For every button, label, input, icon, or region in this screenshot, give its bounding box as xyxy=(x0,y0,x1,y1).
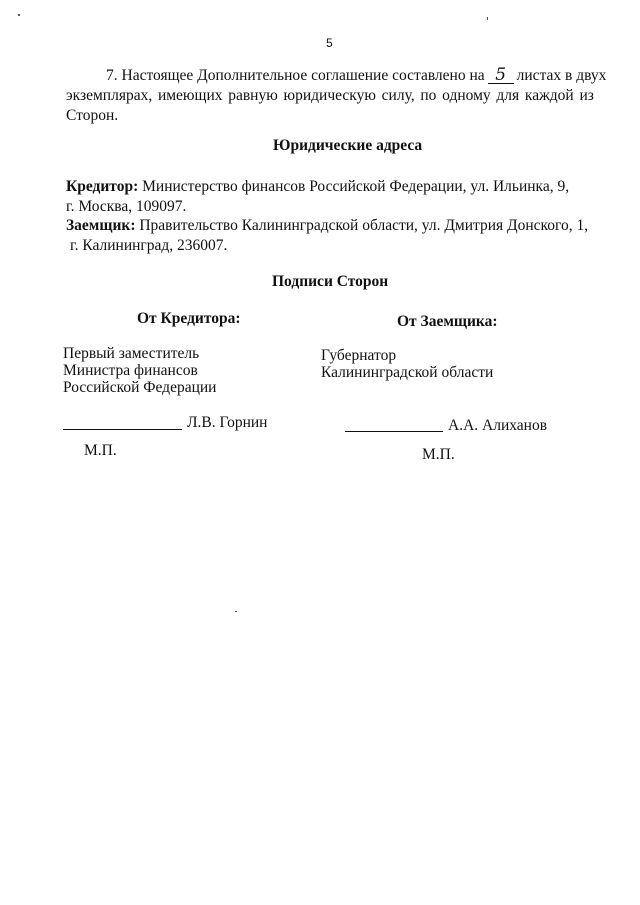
clause-word: имеющих xyxy=(157,87,223,104)
clause-word: одному xyxy=(442,87,491,104)
clause-line-3: Сторон. xyxy=(66,107,119,124)
signatures-title: Подписи Сторон xyxy=(272,273,389,290)
creditor-address-text: Министерство финансов Российской Федерации, ул. Ильинка, 9, xyxy=(142,178,570,195)
clause-word: равную xyxy=(228,87,278,104)
clause-word: силу, xyxy=(381,87,415,104)
creditor-position-line: Первый заместитель xyxy=(63,345,200,362)
borrower-stamp-place: М.П. xyxy=(422,446,455,463)
clause-word: каждой xyxy=(524,87,574,104)
borrower-label: Заемщик: xyxy=(66,217,136,234)
creditor-position-line: Министра финансов xyxy=(63,362,198,379)
creditor-position-line: Российской Федерации xyxy=(63,379,217,396)
clause-word: для xyxy=(496,87,520,104)
clause-word: юридическую xyxy=(283,87,376,104)
scan-speck xyxy=(18,14,20,16)
borrower-address xyxy=(66,216,588,256)
clause-paragraph xyxy=(66,65,607,126)
borrower-address-text: Правительство Калининградской области, ул. Дмитрия Донского, 1, xyxy=(139,217,589,234)
borrower-signatory-name: А.А. Алиханов xyxy=(448,417,548,434)
creditor-address-line-1 xyxy=(66,177,569,197)
sheets-count: 5 xyxy=(488,67,514,84)
page-number: 5 xyxy=(326,36,333,50)
borrower-position xyxy=(321,347,493,381)
borrower-position-line: Калининградской области xyxy=(321,364,494,381)
sheets-count-field xyxy=(485,66,517,86)
borrower-signature-line xyxy=(345,431,443,432)
creditor-signatory-name: Л.В. Горнин xyxy=(187,414,268,431)
borrower-address-line-2: г. Калининград, 236007. xyxy=(70,237,228,254)
borrower-position-line: Губернатор xyxy=(321,347,397,364)
clause-text-after: листах в двух xyxy=(516,67,607,84)
clause-text-before: 7. Настоящее Дополнительное соглашение составлено на xyxy=(106,67,485,84)
scan-speck xyxy=(235,611,237,612)
creditor-label: Кредитор: xyxy=(66,178,139,195)
creditor-signature-heading: От Кредитора: xyxy=(137,310,241,327)
creditor-signature-line xyxy=(63,429,182,430)
clause-word: по xyxy=(420,87,437,104)
legal-addresses-title: Юридические адреса xyxy=(273,137,423,154)
creditor-address xyxy=(66,177,569,217)
creditor-position xyxy=(63,345,216,396)
clause-line-1 xyxy=(66,65,607,86)
creditor-stamp-place: М.П. xyxy=(84,442,117,459)
borrower-address-line-1 xyxy=(66,216,588,236)
scan-speck xyxy=(487,17,488,20)
clause-line-2 xyxy=(66,86,594,106)
creditor-address-line-2: г. Москва, 109097. xyxy=(66,198,187,215)
clause-word: из xyxy=(579,87,594,104)
borrower-signature-heading: От Заемщика: xyxy=(397,313,498,330)
clause-word: экземплярах, xyxy=(66,87,153,104)
